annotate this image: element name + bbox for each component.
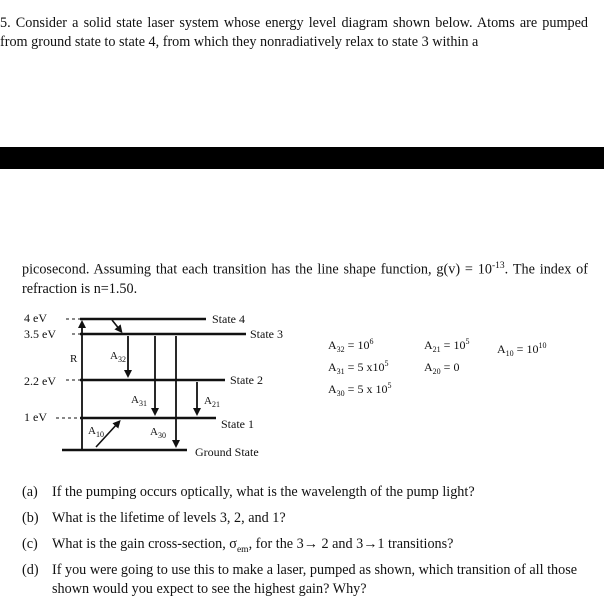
problem-continuation xyxy=(22,257,588,299)
question-label: (b) xyxy=(22,510,39,526)
energy-label-1: 1 eV xyxy=(24,410,47,424)
question-text: If the pumping occurs optically, what is the wavelength of the pump light? xyxy=(52,484,475,500)
energy-label-22: 2.2 eV xyxy=(24,374,56,388)
a21-label: $A_{21}$ xyxy=(204,395,220,409)
problem-number: 5. xyxy=(0,15,11,31)
question-a xyxy=(22,483,592,502)
rate-a10: $A_{10} = 10^{10}$ xyxy=(497,341,547,358)
question-label: (d) xyxy=(22,562,39,578)
energy-label-35: 3.5 eV xyxy=(24,327,56,341)
question-b xyxy=(22,509,592,528)
ground-state-label: Ground State xyxy=(195,445,259,459)
continuation-text-end: . The index of refraction is n=1.50. xyxy=(22,261,588,297)
question-d xyxy=(22,561,592,599)
state-3-label: State 3 xyxy=(250,327,283,341)
question-label: (c) xyxy=(22,536,38,552)
energy-label-4: 4 eV xyxy=(24,311,47,325)
energy-level-diagram xyxy=(0,300,604,470)
rate-a20: $A_{20} = 0$ xyxy=(424,360,460,376)
state-1-label: State 1 xyxy=(221,417,254,431)
relax-4-3-arrow xyxy=(112,320,120,330)
question-label: (a) xyxy=(22,484,38,500)
question-text: If you were going to use this to make a laser, pumped as shown, which transition of all those shown would you expect to see the highest gain? Why? xyxy=(52,562,578,597)
problem-intro xyxy=(0,14,588,52)
lineshape-exponent: -13 xyxy=(492,261,505,271)
state-4-label: State 4 xyxy=(212,312,245,326)
rate-a21: $A_{21} = 10^5$ xyxy=(424,337,470,354)
problem-intro-text: Consider a solid state laser system whose energy level diagram shown below. Atoms are pumped from ground state to state 4, from which they nonradiatively relax to state 3 within a xyxy=(0,15,589,50)
a31-label: $A_{31}$ xyxy=(131,394,147,408)
question-text: What is the gain cross-section, $\sigma_{em}$, for the 3→ 2 and 3→1 transitions? xyxy=(52,536,454,555)
a10-label: $A_{10}$ xyxy=(88,425,104,439)
question-c xyxy=(22,535,592,560)
state-2-label: State 2 xyxy=(230,373,263,387)
a30-label: $A_{30}$ xyxy=(150,426,166,440)
rate-a30: $A_{30} = 5$ x $10^5$ xyxy=(328,381,392,398)
pump-label: R xyxy=(70,353,78,365)
question-text: What is the lifetime of levels 3, 2, and 1? xyxy=(52,510,286,526)
redaction-bar xyxy=(0,147,604,169)
rate-a31: $A_{31} = 5$ $x10^5$ xyxy=(328,359,389,376)
a32-label: $A_{32}$ xyxy=(110,350,126,364)
rate-a32: $A_{32} = 10^6$ xyxy=(328,337,374,354)
continuation-text: picosecond. Assuming that each transition has the line shape function, g(v) = 10 xyxy=(22,261,492,278)
